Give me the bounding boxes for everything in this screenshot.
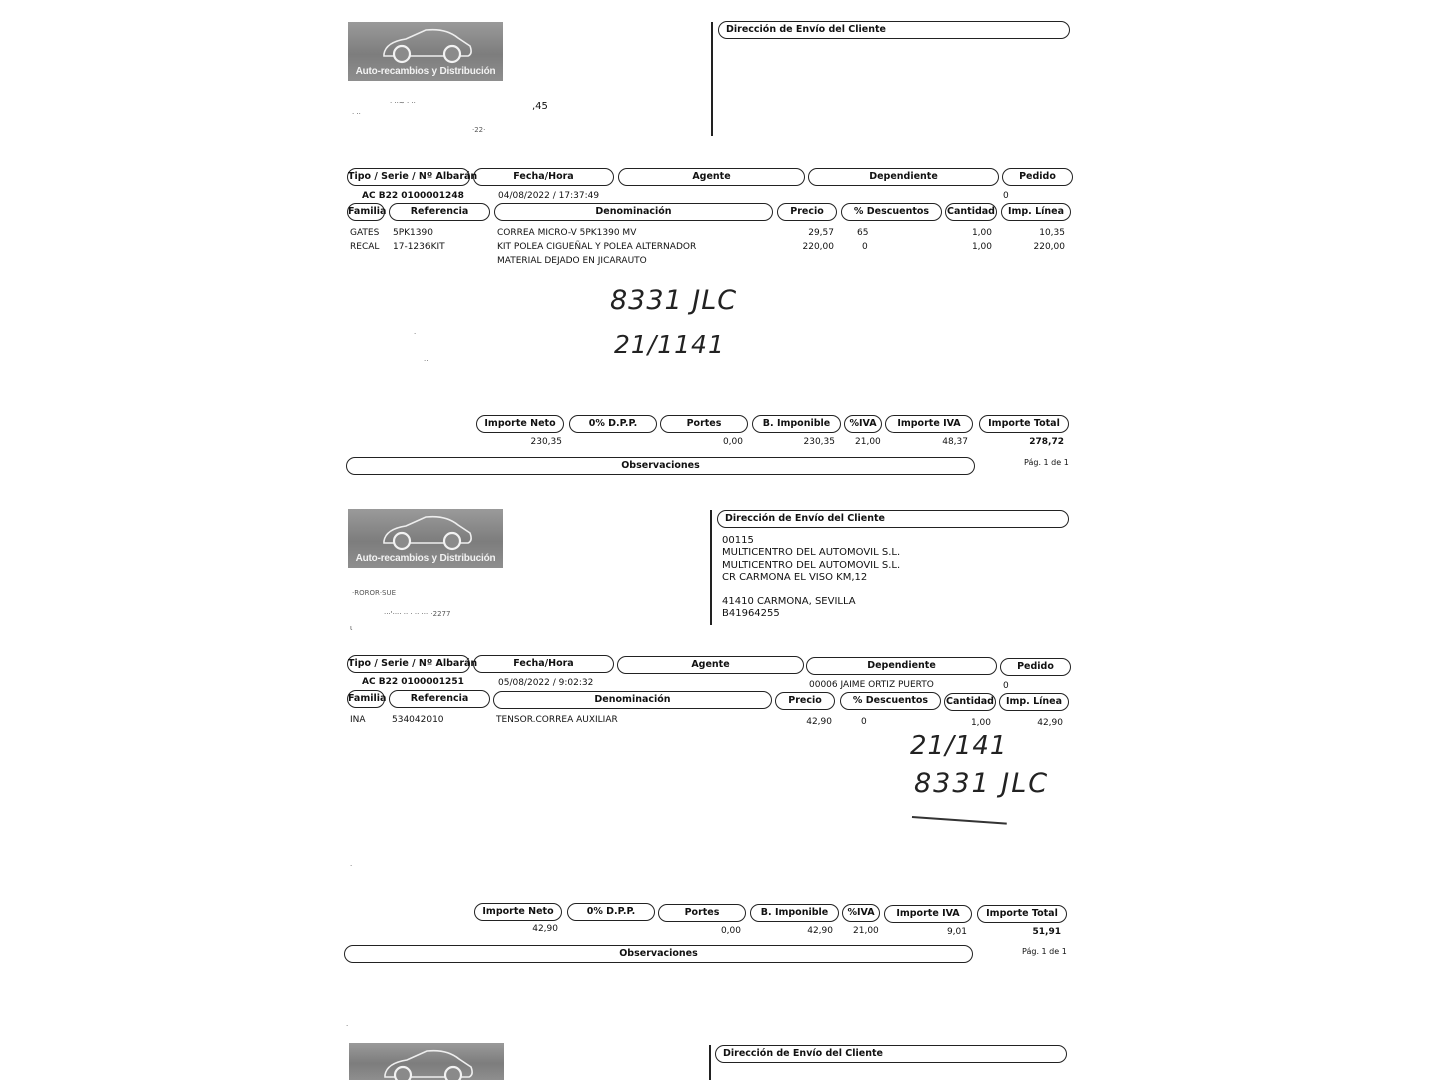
company-logo bbox=[348, 509, 503, 568]
observaciones-bar: Observaciones bbox=[346, 457, 975, 475]
total-iva-pct-label: %IVA bbox=[844, 415, 882, 433]
col-imp-linea: Imp. Línea bbox=[999, 693, 1069, 711]
albaran-number: AC B22 0100001251 bbox=[362, 677, 464, 687]
pedido-value: 0 bbox=[1003, 191, 1009, 201]
divider bbox=[711, 22, 713, 136]
company-logo bbox=[349, 1043, 504, 1080]
col-denominacion: Denominación bbox=[494, 203, 773, 221]
handwritten-reference: 21/141 bbox=[910, 731, 1008, 761]
col-referencia: Referencia bbox=[389, 203, 490, 221]
stray-mark: · bbox=[350, 862, 353, 870]
col-pedido: Pedido bbox=[1000, 658, 1071, 676]
total-neto-label: Importe Neto bbox=[474, 903, 562, 921]
handwritten-plate: 8331 JLC bbox=[914, 768, 1050, 799]
total-neto-label: Importe Neto bbox=[476, 415, 564, 433]
total-portes-value: 0,00 bbox=[722, 437, 743, 447]
albaran-date: 05/08/2022 / 9:02:32 bbox=[498, 678, 594, 688]
line-imp-linea: 42,90 bbox=[1037, 718, 1063, 728]
total-b-imponible-label: B. Imponible bbox=[750, 904, 839, 922]
address-line: 00115 bbox=[722, 535, 754, 546]
line-denominacion: CORREA MICRO-V 5PK1390 MV bbox=[497, 228, 637, 238]
col-fecha-hora: Fecha/Hora bbox=[473, 168, 614, 186]
total-iva-pct-value: 21,00 bbox=[853, 926, 879, 936]
line-descuento: 0 bbox=[861, 717, 867, 727]
total-b-imponible-value: 42,90 bbox=[807, 926, 833, 936]
col-imp-linea: Imp. Línea bbox=[1001, 203, 1071, 221]
albaran-date: 04/08/2022 / 17:37:49 bbox=[498, 191, 600, 201]
redacted-scribble: ι bbox=[350, 624, 353, 632]
total-b-imponible-label: B. Imponible bbox=[752, 415, 841, 433]
col-cantidad: Cantidad bbox=[944, 693, 996, 711]
col-precio: Precio bbox=[775, 692, 835, 710]
redacted-scribble: ···'···· ·· · ·· ··· ·2277 bbox=[384, 610, 451, 618]
col-agente: Agente bbox=[618, 168, 805, 186]
total-portes-value: 0,00 bbox=[720, 926, 741, 936]
col-tipo-serie: Tipo / Serie / Nº Albarán bbox=[347, 655, 470, 673]
col-cantidad: Cantidad bbox=[945, 203, 997, 221]
col-dependiente: Dependiente bbox=[808, 168, 999, 186]
page-number: Pág. 1 de 1 bbox=[1022, 947, 1067, 956]
col-descuentos: % Descuentos bbox=[840, 692, 941, 710]
shipping-address-header: Dirección de Envío del Cliente bbox=[717, 510, 1069, 528]
line-cantidad: 1,00 bbox=[971, 228, 992, 238]
line-denominacion: KIT POLEA CIGUEÑAL Y POLEA ALTERNADOR bbox=[497, 242, 697, 252]
car-logo-icon bbox=[376, 511, 476, 551]
line-familia: INA bbox=[350, 715, 366, 725]
col-familia: Familia bbox=[347, 690, 385, 708]
redacted-scribble: · ·· bbox=[352, 110, 361, 118]
page-number: Pág. 1 de 1 bbox=[1024, 458, 1069, 467]
shipping-address-header: Dirección de Envío del Cliente bbox=[718, 21, 1070, 39]
dependiente-value: 00006 JAIME ORTIZ PUERTO bbox=[809, 680, 934, 690]
line-familia: GATES bbox=[350, 228, 380, 238]
col-denominacion: Denominación bbox=[493, 691, 772, 709]
total-dpp-label: 0% D.P.P. bbox=[567, 903, 655, 921]
total-neto-value: 42,90 bbox=[532, 924, 558, 934]
stray-mark: · bbox=[346, 1022, 349, 1030]
address-line: B41964255 bbox=[722, 608, 780, 620]
handwritten-reference: 21/1141 bbox=[614, 330, 725, 359]
total-importe-iva-label: Importe IVA bbox=[884, 905, 972, 923]
line-descuento: 0 bbox=[862, 242, 868, 252]
line-cantidad: 1,00 bbox=[970, 718, 991, 728]
company-logo bbox=[348, 22, 503, 81]
line-referencia: 534042010 bbox=[392, 715, 444, 725]
total-importe-iva-label: Importe IVA bbox=[885, 415, 973, 433]
total-neto-value: 230,35 bbox=[530, 437, 562, 447]
car-logo-icon bbox=[377, 1045, 477, 1080]
redacted-scribble: · ··~ · ·· bbox=[390, 99, 416, 107]
address-line: MULTICENTRO DEL AUTOMOVIL S.L. bbox=[722, 559, 901, 571]
logo-text: Auto-recambios y Distribución bbox=[355, 553, 496, 564]
logo-text: Auto-recambios y Distribución bbox=[355, 66, 496, 77]
col-descuentos: % Descuentos bbox=[841, 203, 942, 221]
handwritten-plate: 8331 JLC bbox=[610, 285, 738, 316]
line-imp-linea: 10,35 bbox=[1039, 228, 1065, 238]
total-portes-label: Portes bbox=[658, 904, 746, 922]
line-imp-linea: 220,00 bbox=[1033, 242, 1065, 252]
car-logo-icon bbox=[376, 24, 476, 64]
address-line: CR CARMONA EL VISO KM,12 bbox=[722, 571, 868, 583]
pedido-value: 0 bbox=[1003, 681, 1009, 691]
total-b-imponible-value: 230,35 bbox=[803, 437, 835, 447]
col-fecha-hora: Fecha/Hora bbox=[473, 655, 614, 673]
total-importe-iva-value: 9,01 bbox=[946, 927, 967, 937]
shipping-address-header: Dirección de Envío del Cliente bbox=[715, 1045, 1067, 1063]
address-line bbox=[722, 584, 900, 596]
total-importe-total-label: Importe Total bbox=[979, 415, 1069, 433]
handwritten-underline bbox=[912, 816, 1007, 824]
redacted-scribble: ·22· bbox=[472, 126, 486, 134]
divider bbox=[709, 1045, 711, 1080]
shipping-address bbox=[722, 535, 900, 621]
line-denominacion: MATERIAL DEJADO EN JICARAUTO bbox=[497, 256, 647, 266]
col-dependiente: Dependiente bbox=[806, 657, 997, 675]
total-dpp-label: 0% D.P.P. bbox=[569, 415, 657, 433]
line-precio: 42,90 bbox=[806, 717, 832, 727]
total-iva-pct-label: %IVA bbox=[842, 904, 880, 922]
total-iva-pct-value: 21,00 bbox=[855, 437, 881, 447]
col-tipo-serie: Tipo / Serie / Nº Albarán bbox=[347, 168, 470, 186]
total-importe-iva-value: 48,37 bbox=[942, 437, 968, 447]
line-descuento: 65 bbox=[857, 228, 869, 238]
col-referencia: Referencia bbox=[389, 690, 490, 708]
albaran-number: AC B22 0100001248 bbox=[362, 191, 464, 201]
line-precio: 29,57 bbox=[808, 228, 834, 238]
stray-mark: ·· bbox=[424, 357, 429, 365]
line-familia: RECAL bbox=[350, 242, 380, 252]
address-line: 41410 CARMONA, SEVILLA bbox=[722, 596, 856, 608]
total-importe-total-label: Importe Total bbox=[977, 905, 1067, 923]
line-denominacion: TENSOR.CORREA AUXILIAR bbox=[496, 715, 618, 725]
total-importe-total-value: 278,72 bbox=[1029, 437, 1064, 447]
col-precio: Precio bbox=[777, 203, 837, 221]
line-referencia: 5PK1390 bbox=[393, 228, 433, 238]
address-line: MULTICENTRO DEL AUTOMOVIL S.L. bbox=[722, 547, 901, 559]
col-familia: Familia bbox=[347, 203, 385, 221]
partial-address: ,45 bbox=[532, 101, 548, 112]
line-referencia: 17-1236KIT bbox=[393, 242, 445, 252]
observaciones-bar: Observaciones bbox=[344, 945, 973, 963]
col-pedido: Pedido bbox=[1002, 168, 1073, 186]
divider bbox=[710, 510, 712, 625]
line-precio: 220,00 bbox=[802, 242, 834, 252]
redacted-scribble: ·ROROR·SUE bbox=[352, 589, 397, 597]
col-agente: Agente bbox=[617, 656, 804, 674]
total-importe-total-value: 51,91 bbox=[1032, 927, 1061, 937]
total-portes-label: Portes bbox=[660, 415, 748, 433]
stray-mark: · bbox=[414, 330, 417, 338]
line-cantidad: 1,00 bbox=[971, 242, 992, 252]
